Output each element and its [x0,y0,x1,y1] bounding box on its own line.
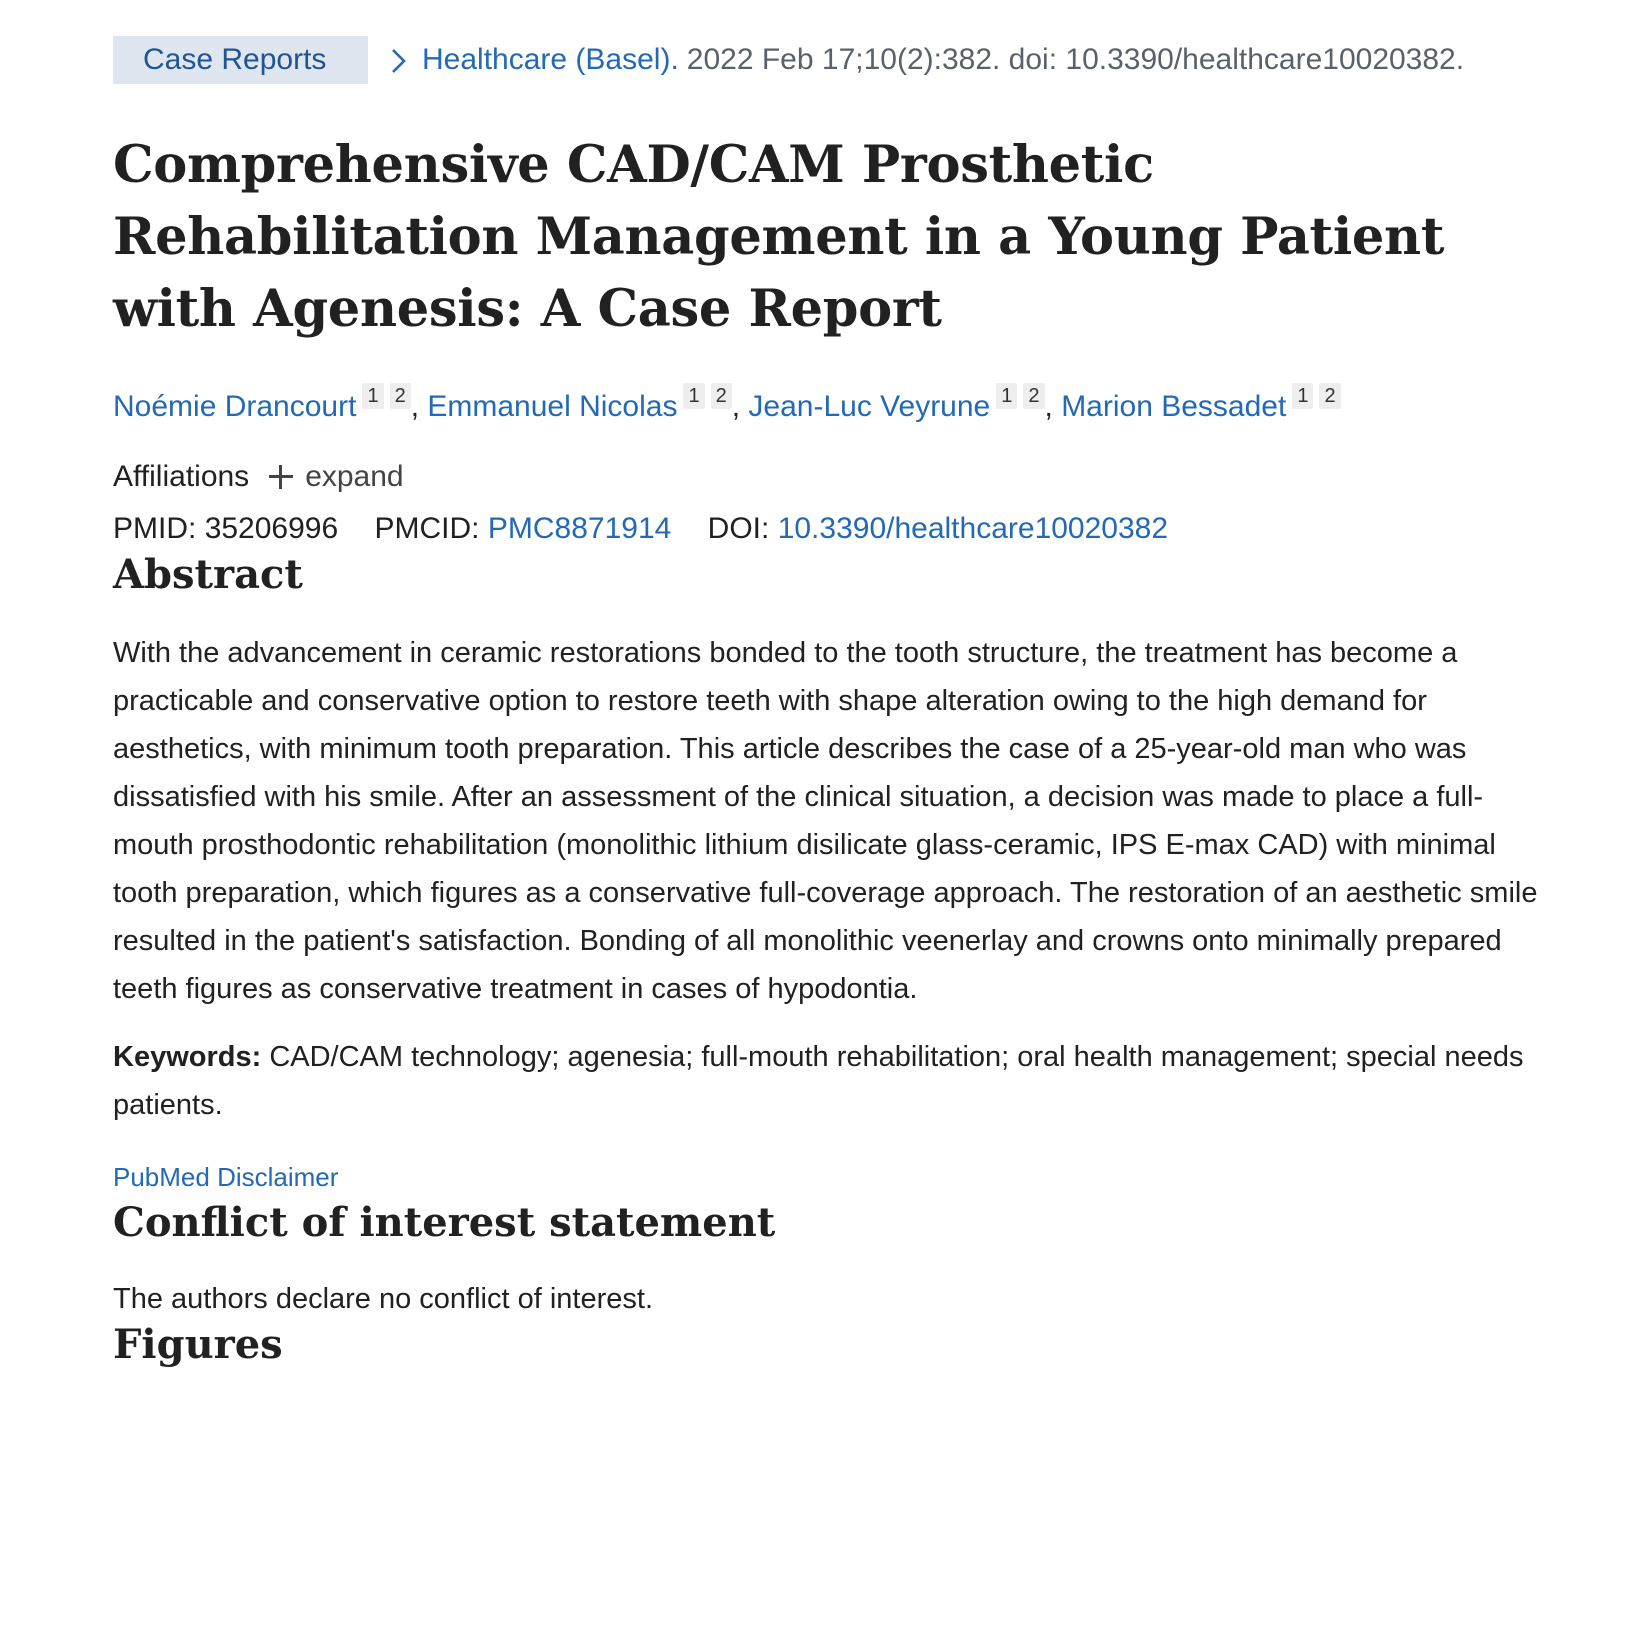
pmid: PMID: 35206996 [113,512,339,545]
citation-bar [113,36,1553,84]
expand-label: expand [305,460,404,493]
figures-heading: Figures [113,1321,283,1368]
author-separator: , [410,390,420,423]
author-separator: , [1044,390,1053,423]
doi-link[interactable]: 10.3390/healthcare10020382 [777,512,1169,545]
affiliation-number[interactable]: 2 [1023,383,1044,409]
affiliation-number[interactable]: 1 [996,383,1017,409]
affiliation-number[interactable]: 1 [1292,383,1313,409]
plus-icon [269,465,293,489]
chevron-right-icon[interactable] [388,36,416,84]
keywords [113,1033,1553,1129]
conflict-heading: Conflict of interest statement [113,1199,776,1246]
disclaimer-row [113,1157,1553,1197]
pmcid-link[interactable]: PMC8871914 [487,512,672,545]
affiliation-number[interactable]: 1 [362,383,383,409]
abstract-heading: Abstract [113,551,303,598]
expand-affiliations-button[interactable] [269,457,403,497]
abstract-text: With the advancement in ceramic restorations bonded to the tooth structure, the treatment has become a practicable and conservative option to restore teeth with shape alteration owing to the high demand for aesthetics, with minimum tooth preparation. This article describes the case of a 25-year-old man who was dissatisfied with his smile. After an assessment of the clinical situation, a decision was made to place a full-mouth prosthodontic rehabilitation (monolithic lithium disilicate glass-ceramic, IPS E-max CAD) with minimal tooth preparation, which figures as a conservative full-coverage approach. The restoration of an aesthetic smile resulted in the patient's satisfaction. Bonding of all monolithic veenerlay and crowns onto minimally prepared teeth figures as conservative treatment in cases of hypodontia. [113,637,1538,1005]
identifiers [113,509,1553,549]
publication-type-badge[interactable]: Case Reports [113,36,368,84]
keywords-text: CAD/CAM technology; agenesia; full-mouth rehabilitation; oral health management; special needs patients. [113,1041,1524,1121]
author-list [113,383,1553,429]
doi: DOI: 10.3390/healthcare10020382 [707,512,1169,545]
affiliation-number[interactable]: 2 [390,383,411,409]
article-content [113,36,1553,1371]
affiliation-number[interactable]: 2 [1319,383,1340,409]
affiliation-number[interactable]: 2 [711,383,732,409]
conflict-text: The authors declare no conflict of interest. [113,1283,654,1315]
author-link[interactable]: Marion Bessadet [1061,390,1287,423]
article-title: Comprehensive CAD/CAM Prosthetic Rehabilitation Management in a Young Patient with Agenesis: A Case Report [113,135,1445,339]
journal-link[interactable]: Healthcare (Basel). [422,43,679,76]
author-link[interactable]: Emmanuel Nicolas [427,390,678,423]
pmcid: PMCID: PMC8871914 [374,512,672,545]
author-separator: , [731,390,741,423]
author-link[interactable]: Noémie Drancourt [113,390,357,423]
affiliations-label: Affiliations [113,460,250,493]
pubmed-disclaimer-link[interactable]: PubMed Disclaimer [113,1162,339,1192]
affiliations-row [113,457,1553,497]
pmid-value: 35206996 [204,512,339,545]
citation-details: 2022 Feb 17;10(2):382. doi: 10.3390/healthcare10020382. [686,43,1465,76]
affiliation-number[interactable]: 1 [683,383,704,409]
keywords-label: Keywords: [113,1041,262,1073]
author-link[interactable]: Jean-Luc Veyrune [748,390,991,423]
